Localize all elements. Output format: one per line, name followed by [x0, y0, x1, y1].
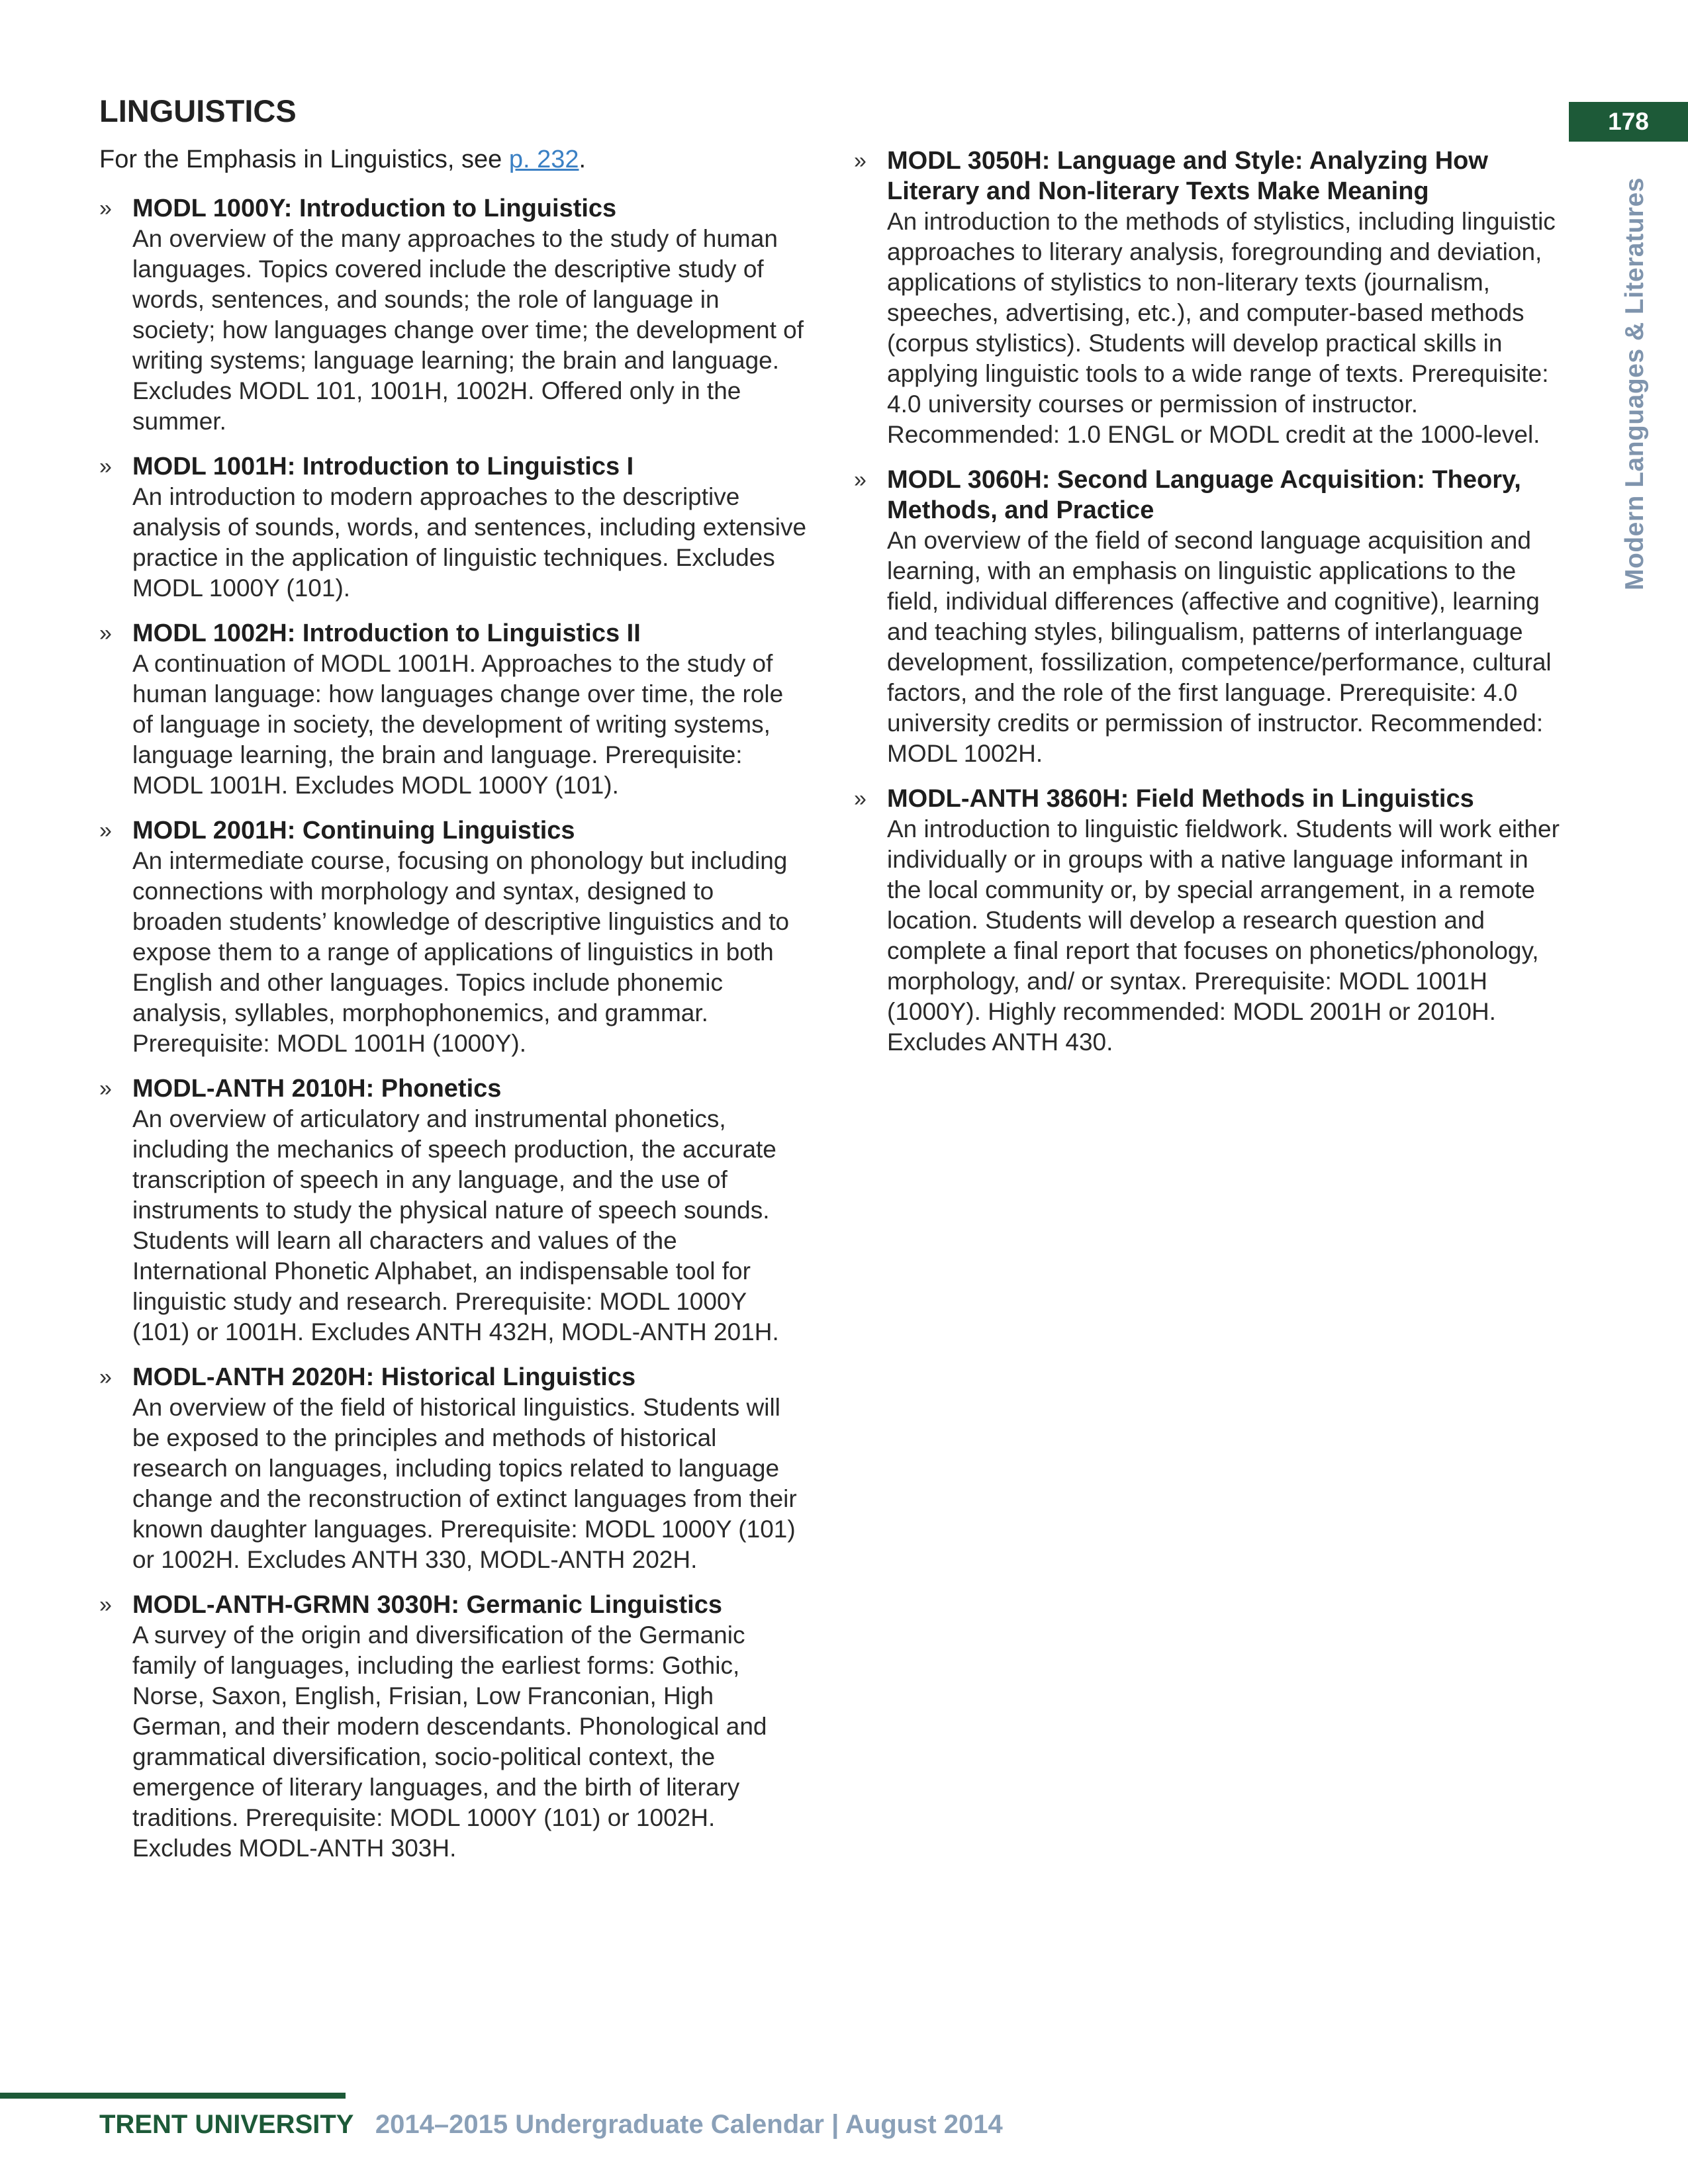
right-column [854, 146, 1566, 1072]
course-description: An overview of articulatory and instrumental phonetics, including the mechanics of speech production, the accurate transcription of speech in any language, and the use of instruments to study the physical nature of speech sounds. Students will learn all characters and values of the International Phonetic Alphabet, an indispensable tool for linguistic study and research. Prerequisite: MODL 1000Y (101) or 1001H. Excludes ANTH 432H, MODL-ANTH 201H. [132, 1105, 779, 1345]
intro-text [99, 144, 808, 175]
bullet-icon: » [99, 1365, 112, 1390]
course-title: MODL 3060H: Second Language Acquisition: Theory, Methods, and Practice [887, 466, 1521, 524]
course-title: MODL-ANTH-GRMN 3030H: Germanic Linguistics [132, 1591, 722, 1619]
bullet-icon: » [854, 148, 867, 173]
course-entry [99, 193, 808, 437]
course-entry [99, 1073, 808, 1347]
course-title: MODL 1001H: Introduction to Linguistics I [132, 453, 634, 480]
course-title: MODL 3050H: Language and Style: Analyzing How Literary and Non-literary Texts Make Meaning [887, 147, 1488, 205]
course-title: MODL-ANTH 3860H: Field Methods in Linguistics [887, 785, 1474, 813]
bullet-icon: » [99, 196, 112, 221]
bullet-icon: » [99, 621, 112, 646]
course-description: An intermediate course, focusing on phonology but including connections with morphology and syntax, designed to broaden students’ knowledge of descriptive linguistics and to expose them to a range of applications of linguistics in both English and other languages. Topics include phonemic analysis, syllables, morphophonemics, and grammar. Prerequisite: MODL 1001H (1000Y). [132, 847, 790, 1057]
section-side-label [1615, 172, 1655, 596]
section-title: LINGUISTICS [99, 93, 297, 128]
course-description: An introduction to linguistic fieldwork. Students will work either individually or in groups with a native language informant in the local community or, by special arrangement, in a remote location. Students will develop a research question and complete a final report that focuses on phonetics/phonology, morphology, and/ or syntax. Prerequisite: MODL 1001H (1000Y). Highly recommended: MODL 2001H or 2010H. Excludes ANTH 430. [887, 815, 1560, 1056]
course-entry [99, 451, 808, 604]
course-description: An overview of the field of historical linguistics. Students will be exposed to the principles and methods of historical research on languages, including topics related to language change and the reconstruction of extinct languages from their known daughter languages. Prerequisite: MODL 1000Y (101) or 1002H. Excludes ANTH 330, MODL-ANTH 202H. [132, 1394, 797, 1573]
course-entry [99, 1590, 808, 1864]
intro-text-before: For the Emphasis in Linguistics, see [99, 146, 509, 173]
footer-calendar: 2014–2015 Undergraduate Calendar | August 2014 [375, 2110, 1003, 2139]
course-title: MODL 1002H: Introduction to Linguistics II [132, 619, 641, 647]
page-link[interactable]: p. 232 [508, 146, 579, 173]
course-description: An overview of the field of second language acquisition and learning, with an emphasis on linguistic applications to the field, individual differences (affective and cognitive), learning and teaching styles, bilingualism, patterns of interlanguage development, fossilization, competence/performance, cultural factors, and the role of the first language. Prerequisite: 4.0 university credits or permission of instructor. Recommended: MODL 1002H. [887, 527, 1552, 767]
left-column [99, 193, 808, 1878]
footer-university: TRENT UNIVERSITY [99, 2110, 353, 2139]
course-entry [99, 618, 808, 801]
bullet-icon: » [854, 467, 867, 492]
course-title: MODL-ANTH 2010H: Phonetics [132, 1075, 502, 1103]
course-title: MODL-ANTH 2020H: Historical Linguistics [132, 1363, 636, 1391]
course-title: MODL 1000Y: Introduction to Linguistics [132, 195, 617, 222]
course-entry [854, 146, 1566, 450]
bullet-icon: » [854, 786, 867, 811]
bullet-icon: » [99, 1076, 112, 1101]
course-description: A continuation of MODL 1001H. Approaches to the study of human language: how languages change over time, the role of language in society, the development of writing systems, language learning, the brain and language. Prerequisite: MODL 1001H. Excludes MODL 1000Y (101). [132, 650, 784, 799]
course-entry [854, 465, 1566, 769]
course-description: An overview of the many approaches to the study of human languages. Topics covered include the descriptive study of words, sentences, and sounds; the role of language in society; how languages change over time; the development of writing systems; language learning; the brain and language. Excludes MODL 101, 1001H, 1002H. Offered only in the summer. [132, 225, 804, 435]
bullet-icon: » [99, 454, 112, 479]
course-entry [854, 784, 1566, 1058]
course-description: An introduction to modern approaches to the descriptive analysis of sounds, words, and sentences, including extensive practice in the application of linguistic techniques. Excludes MODL 1000Y (101). [132, 483, 807, 602]
intro-text-after: . [579, 146, 586, 173]
footer-divider [0, 2093, 346, 2099]
page-number: 178 [1569, 102, 1688, 142]
side-label-text: Modern Languages & Literatures [1620, 177, 1649, 590]
footer [99, 2110, 1003, 2140]
course-entry [99, 815, 808, 1059]
bullet-icon: » [99, 1592, 112, 1617]
course-entry [99, 1362, 808, 1575]
course-title: MODL 2001H: Continuing Linguistics [132, 817, 575, 844]
course-description: A survey of the origin and diversification of the Germanic family of languages, including the earliest forms: Gothic, Norse, Saxon, English, Frisian, Low Franconian, High German, and their modern descendants. Phonological and grammatical diversification, socio-political context, the emergence of literary languages, and the birth of literary traditions. Prerequisite: MODL 1000Y (101) or 1002H. Excludes MODL-ANTH 303H. [132, 1621, 767, 1862]
bullet-icon: » [99, 818, 112, 843]
course-description: An introduction to the methods of stylistics, including linguistic approaches to literary analysis, foregrounding and deviation, applications of stylistics to non-literary texts (journalism, speeches, advertising, etc.), and computer-based methods (corpus stylistics). Students will develop practical skills in applying linguistic tools to a wide range of texts. Prerequisite: 4.0 university courses or permission of instructor. Recommended: 1.0 ENGL or MODL credit at the 1000-level. [887, 208, 1556, 448]
